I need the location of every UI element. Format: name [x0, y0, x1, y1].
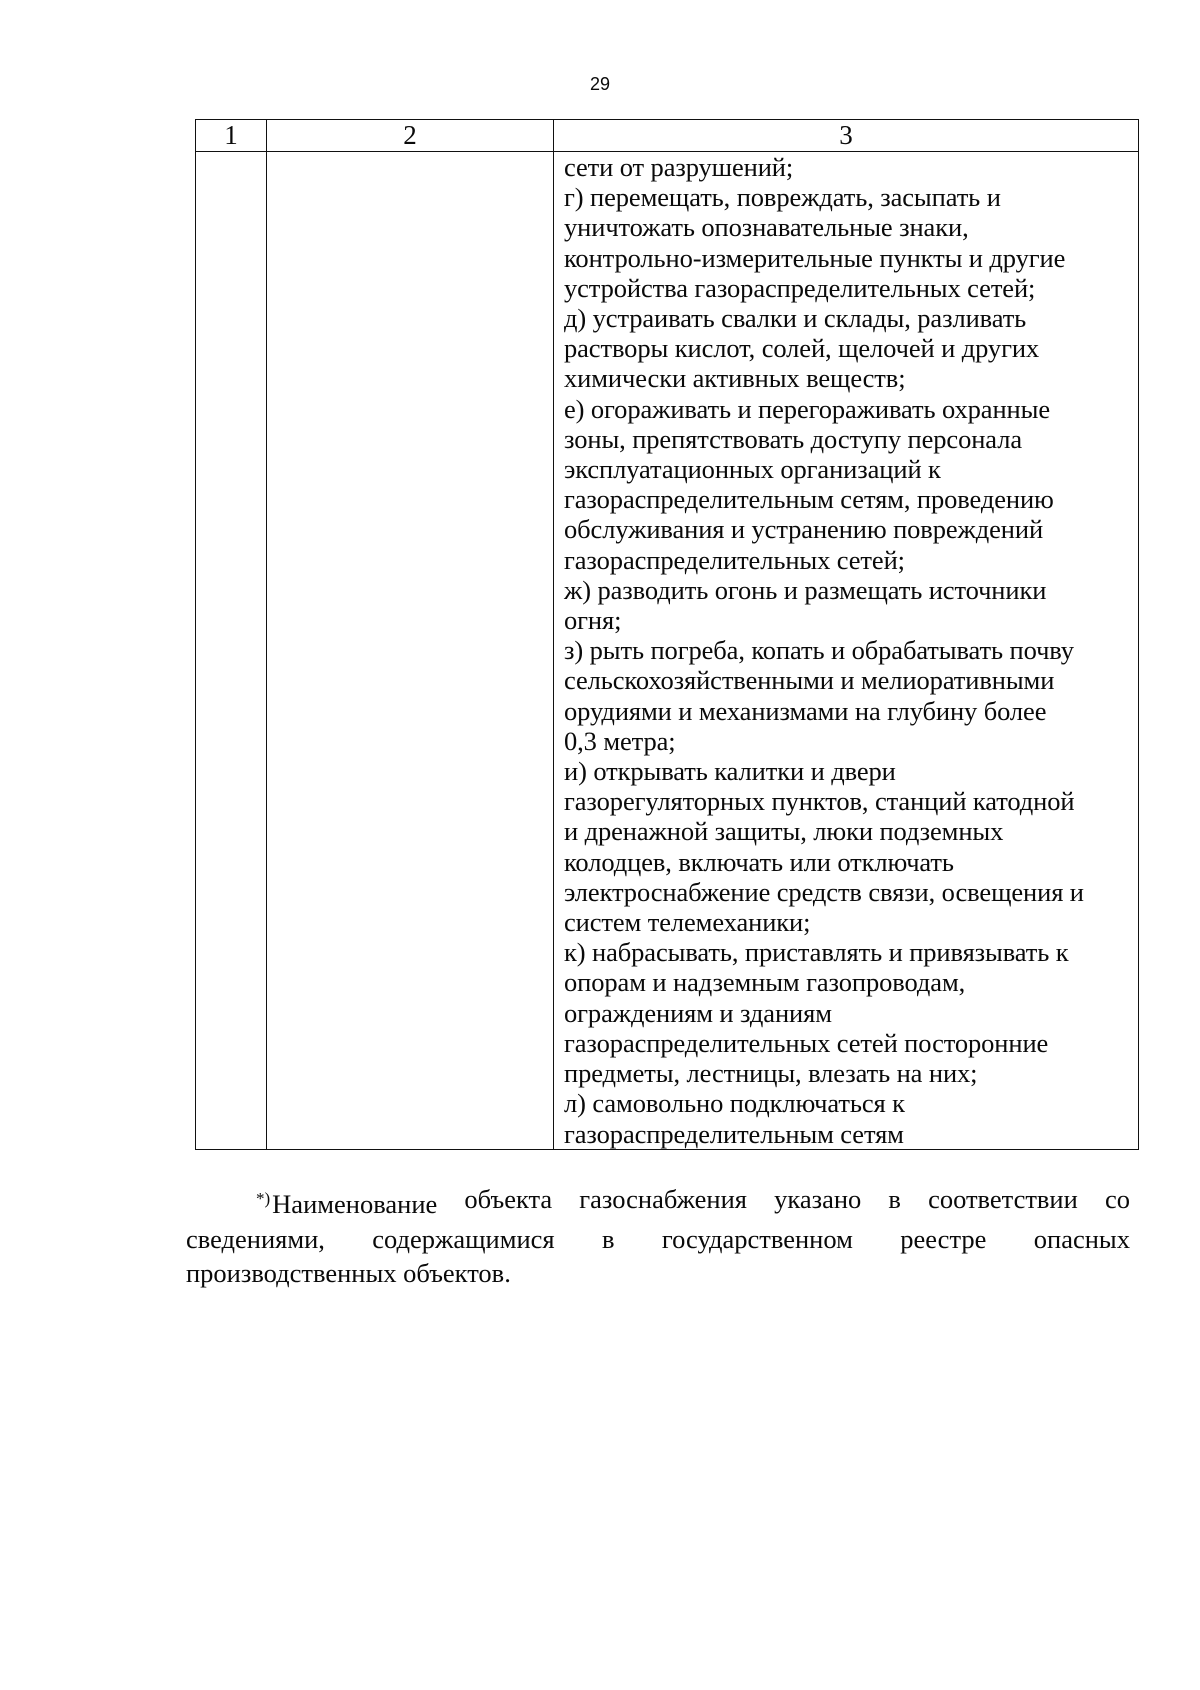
table-text-line: эксплуатационных организаций к — [564, 454, 941, 485]
cell-column-3 — [554, 152, 1139, 1150]
table-text-line: и дренажной защиты, люки подземных — [564, 816, 1004, 847]
table-text-line: л) самовольно подключаться к — [564, 1088, 905, 1119]
column-header-2: 2 — [267, 120, 554, 152]
document-table — [195, 119, 1139, 1150]
table-text-line: и) открывать калитки и двери — [564, 756, 896, 787]
footnote-line-1 — [186, 1182, 1130, 1222]
table-text-line: газораспределительных сетей посторонние — [564, 1027, 1049, 1058]
table-text-line: химически активных веществ; — [564, 363, 906, 394]
table-text-line: к) набрасывать, приставлять и привязывать к — [564, 937, 1069, 968]
footnote-word: газоснабжения — [579, 1184, 747, 1214]
table-text-line: электроснабжение средств связи, освещения и — [564, 876, 1084, 907]
footnote-word-text: Наименование — [272, 1189, 438, 1219]
cell-column-2 — [267, 152, 554, 1150]
footnote-word — [256, 1182, 437, 1222]
table-text-line: уничтожать опознавательные знаки, — [564, 212, 969, 243]
prohibitions-list — [554, 152, 1138, 1149]
table-text-line: систем телемеханики; — [564, 907, 811, 938]
table-text-line: устройства газораспределительных сетей; — [564, 272, 1036, 303]
table-text-line: е) огораживать и перегораживать охранные — [564, 393, 1050, 424]
table-text-line: газораспределительных сетей; — [564, 544, 905, 575]
table-text-line: д) устраивать свалки и склады, разливать — [564, 303, 1027, 334]
footnote-word: объекта — [464, 1184, 553, 1214]
table-text-line: опорам и надземным газопроводам, — [564, 967, 966, 998]
column-header-3: 3 — [554, 120, 1139, 152]
table-text-line: орудиями и механизмами на глубину более — [564, 695, 1047, 726]
footnote-word: сведениями, — [186, 1223, 325, 1254]
footnote-word: содержащимися — [372, 1223, 555, 1254]
table-text-line: 0,3 метра; — [564, 725, 676, 756]
table-text-line: предметы, лестницы, влезать на них; — [564, 1058, 978, 1089]
footnote-word: указано — [774, 1184, 862, 1214]
table-text-line: сельскохозяйственными и мелиоративными — [564, 665, 1055, 696]
table-row — [196, 152, 1139, 1150]
table-text-line: контрольно-измерительные пункты и другие — [564, 242, 1066, 273]
table-text-line: газораспределительным сетям — [564, 1118, 904, 1149]
table-text-line: ж) разводить огонь и размещать источники — [564, 574, 1047, 605]
table-header-row — [196, 120, 1139, 152]
footnote-word: в — [602, 1223, 615, 1254]
cell-column-1 — [196, 152, 267, 1150]
footnote-line-3: производственных объектов. — [186, 1258, 511, 1288]
table-text-line: колодцев, включать или отключать — [564, 846, 954, 877]
table-text-line: ограждениям и зданиям — [564, 997, 832, 1028]
table-text-line: з) рыть погреба, копать и обрабатывать почву — [564, 635, 1074, 666]
footnote-word: государственном — [661, 1223, 853, 1254]
footnote — [186, 1182, 1130, 1291]
table-text-line: растворы кислот, солей, щелочей и других — [564, 333, 1040, 364]
footnote-word: соответствии — [928, 1184, 1078, 1214]
footnote-word: опасных — [1033, 1223, 1130, 1254]
table-text-line: г) перемещать, повреждать, засыпать и — [564, 182, 1001, 213]
footnote-word: со — [1104, 1184, 1130, 1214]
footnote-word: в — [888, 1184, 901, 1214]
table-text-line: газораспределительным сетям, проведению — [564, 484, 1054, 515]
table-text-line: зоны, препятствовать доступу персонала — [564, 423, 1022, 454]
table-text-line: огня; — [564, 605, 622, 636]
column-header-1: 1 — [196, 120, 267, 152]
page-number: 29 — [589, 74, 611, 94]
table-text-line: газорегуляторных пунктов, станций катодной — [564, 786, 1075, 817]
table-text-line: обслуживания и устранению повреждений — [564, 514, 1044, 545]
footnote-marker: *) — [256, 1189, 271, 1208]
footnote-line-2 — [186, 1222, 1130, 1257]
footnote-word: реестре — [900, 1223, 987, 1254]
table-text-line: сети от разрушений; — [564, 152, 794, 182]
